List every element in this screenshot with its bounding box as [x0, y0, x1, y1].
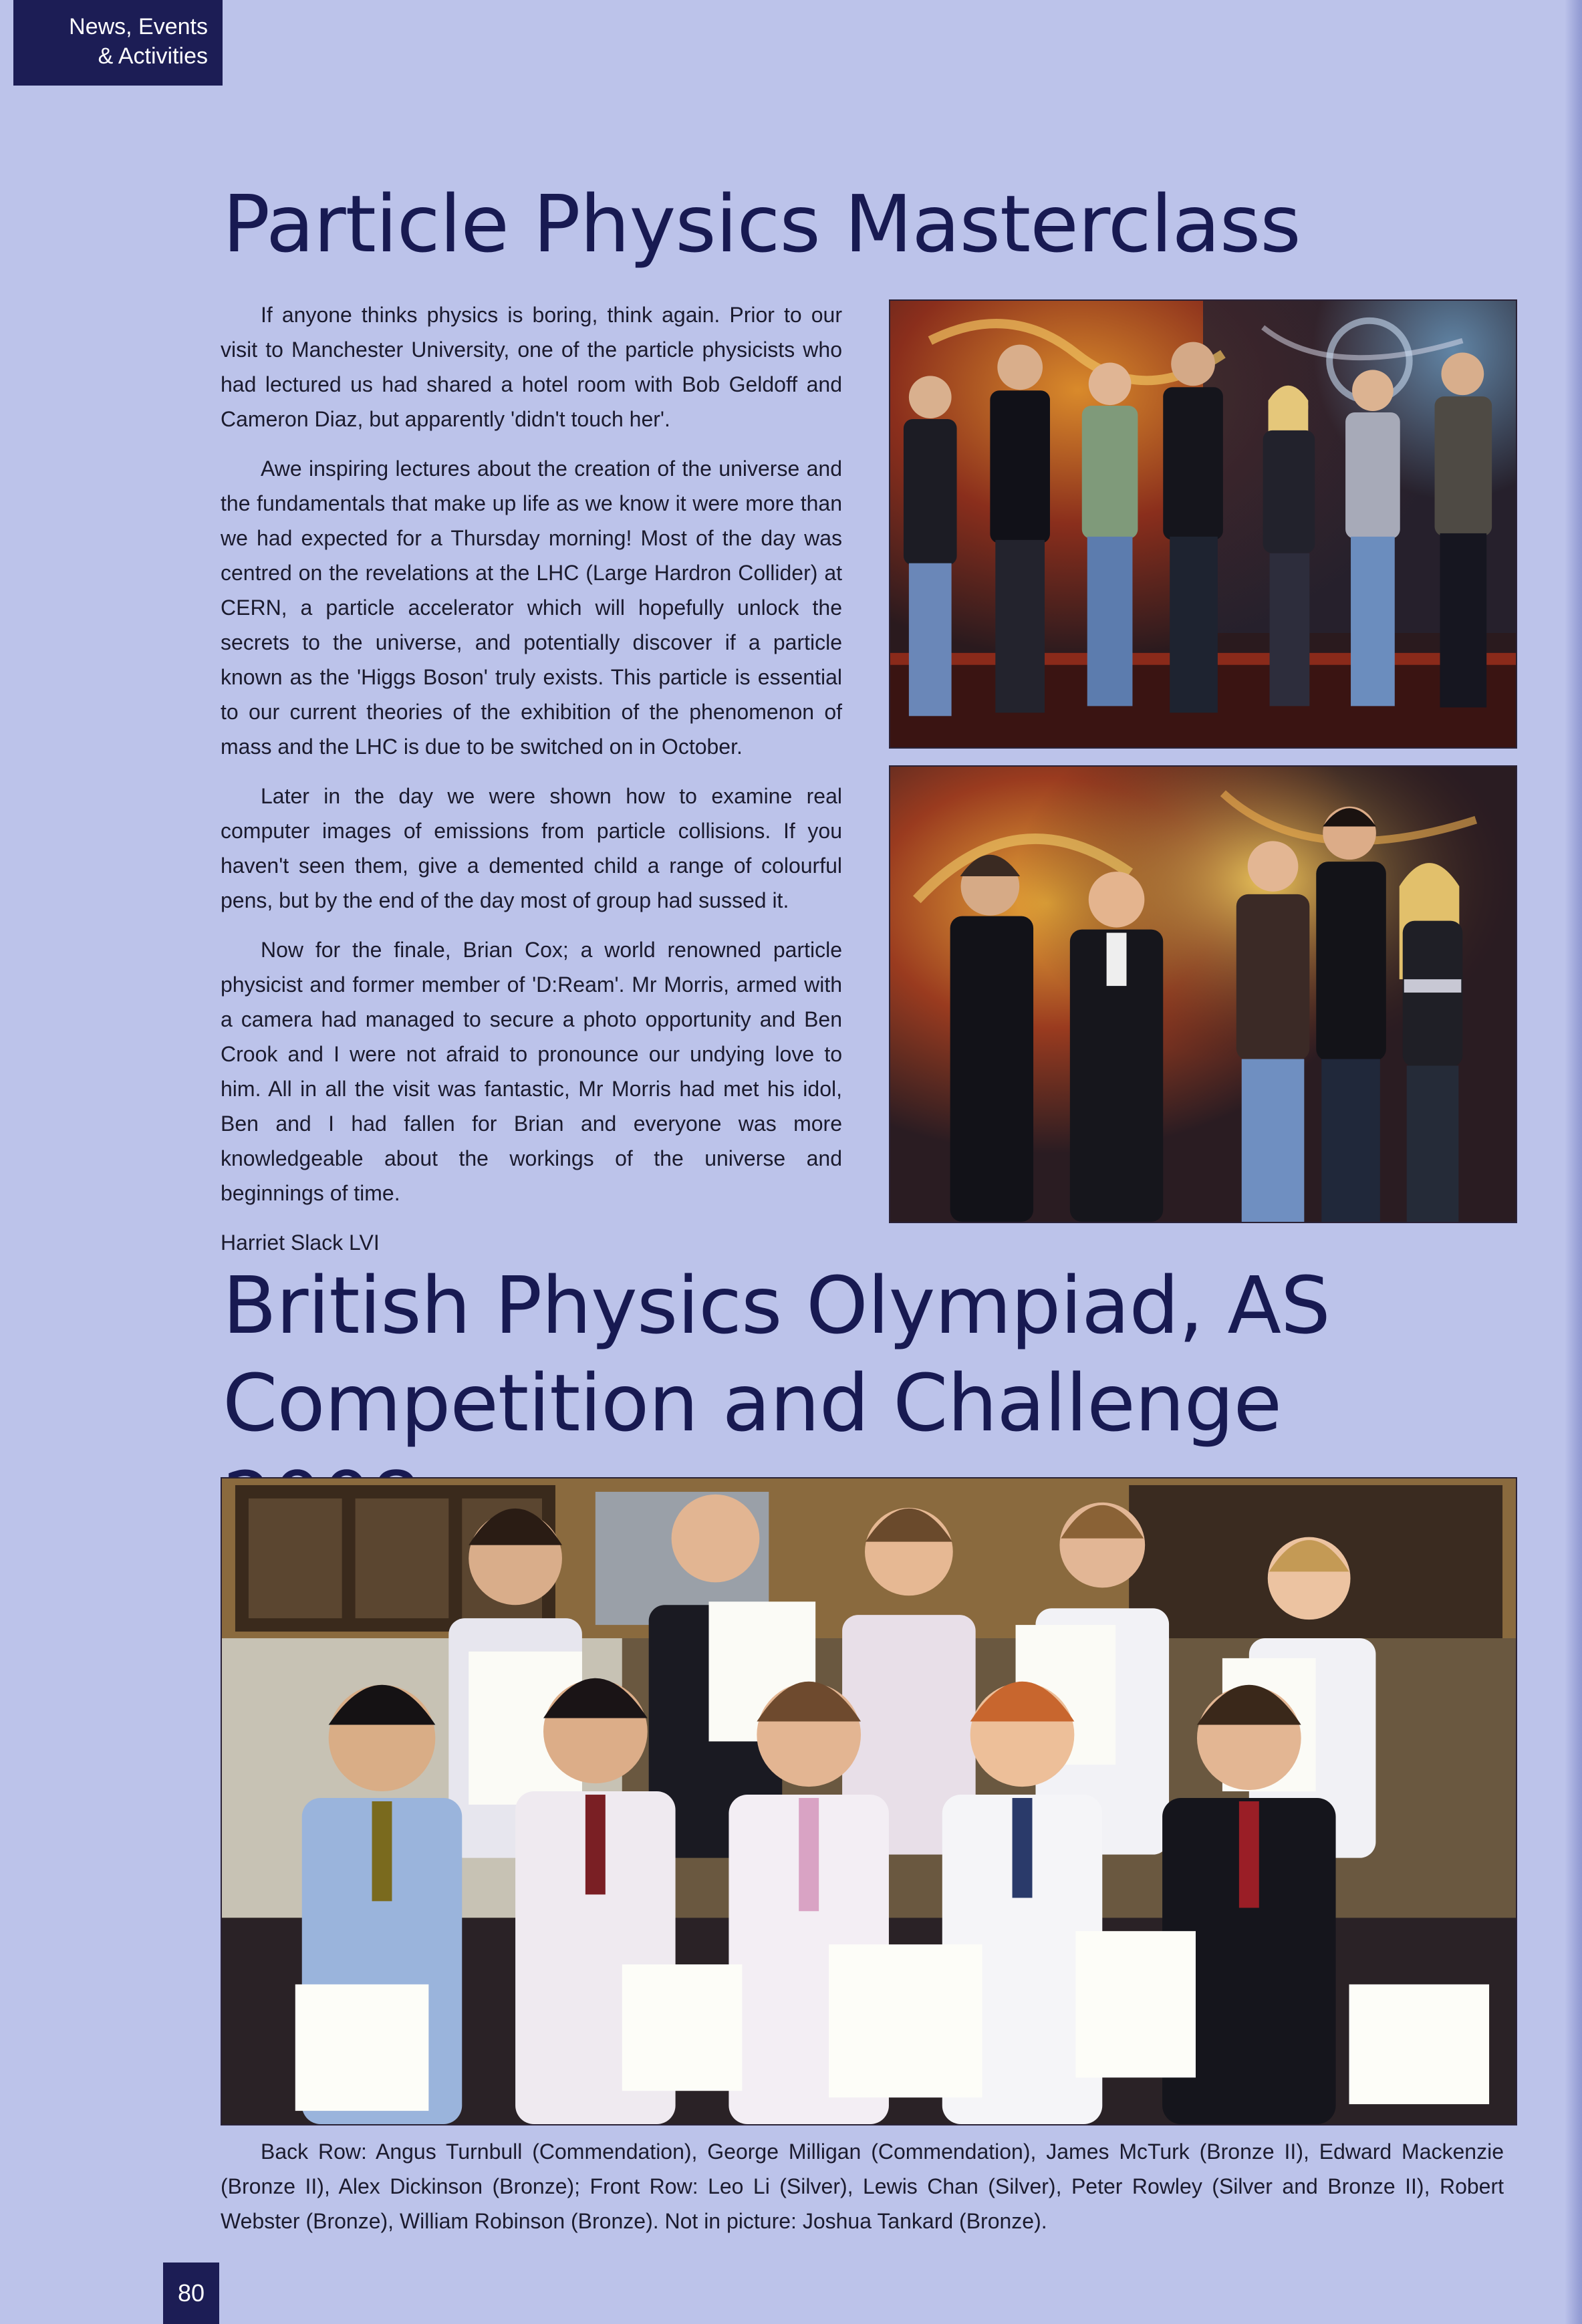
author-byline: Harriet Slack LVI — [221, 1231, 380, 1255]
page-number: 80 — [163, 2263, 219, 2324]
page-edge-shadow — [1565, 0, 1582, 2324]
photo-with-brian-cox — [889, 765, 1517, 1223]
paragraph-3: Later in the day we were shown how to examine real computer images of emissions from particle collisions. If you haven't seen them, give a demented child a range of colourful pens, but by the end of the day most of group had sussed it. — [221, 784, 842, 912]
section-tag-line-2: & Activities — [98, 43, 208, 69]
group-photo-students — [889, 299, 1517, 749]
article-title-olympiad: British Physics Olympiad, AS Competition and Challenge — [223, 1259, 1330, 1449]
photo-caption: Back Row: Angus Turnbull (Commendation), George Milligan (Commendation), James McTurk (Bronze II), Edward Mackenzie (Bronze II), Alex Dickinson (Bronze); Front Row: Leo Li (Silver), Lewis Chan (Silver), Peter Rowley (Silver and Bronze II), Robert Webster (Bronze), William Robinson (Bronze). Not in picture: Joshua Tankard (Bronze). — [221, 2140, 1504, 2233]
photo-olympiad-winners — [221, 1477, 1517, 2125]
section-tag — [13, 0, 223, 86]
paragraph-1: If anyone thinks physics is boring, think again. Prior to our visit to Manchester University, one of the particle physicists who had lectured us had shared a hotel room with Bob Geldoff and Cameron Diaz, but apparently 'didn't touch her'. — [221, 303, 842, 431]
section-tag-line-1: News, Events — [69, 14, 208, 39]
paragraph-2: Awe inspiring lectures about the creation of the universe and the fundamentals that make up life as we know it were more than we had expected for a Thursday morning! Most of the day was centred on the revelations at the LHC (Large Hardron Collider) at CERN, a particle accelerator which will hopefully unlock the secrets to the universe, and potentially discover if a particle known as the 'Higgs Boson' truly exists. This particle is essential to our current theories of the exhibition of the phenomenon of mass and the LHC is due to be switched on in October. — [221, 457, 842, 759]
article-body-masterclass — [221, 297, 842, 1275]
paragraph-4: Now for the finale, Brian Cox; a world renowned particle physicist and former member of 'D:Ream'. Mr Morris, armed with a camera had managed to secure a photo opportunity and Ben Crook and I were not afraid to pronounce our undying love to him. All in all the visit was fantastic, Mr Morris had met his idol, Ben and I had fallen for Brian and everyone was more knowledgeable about the workings of the universe and beginnings of time. — [221, 938, 842, 1205]
article-title-masterclass: Particle Physics Masterclass — [223, 178, 1301, 270]
